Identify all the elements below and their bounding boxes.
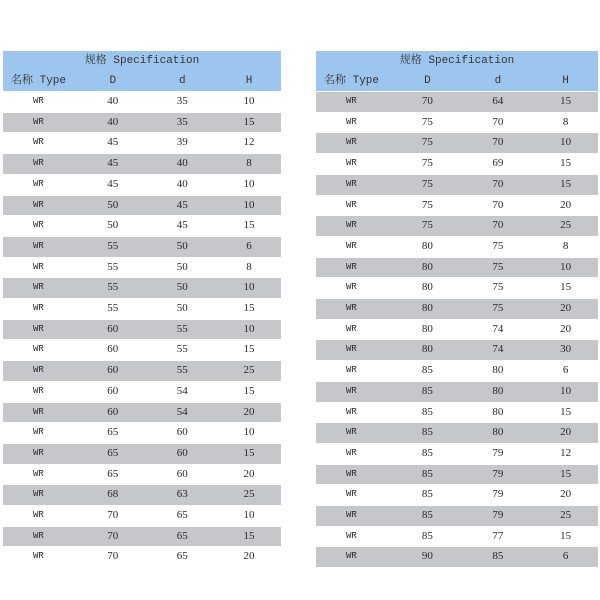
cell-inner-diameter: 75 bbox=[463, 299, 534, 320]
table-row bbox=[316, 547, 598, 567]
cell-inner-diameter: 75 bbox=[463, 278, 534, 299]
cell-type: WR bbox=[316, 174, 392, 195]
column-header-height: H bbox=[533, 71, 598, 92]
cell-type: WR bbox=[316, 92, 392, 113]
cell-outer-diameter: 80 bbox=[392, 257, 463, 278]
cell-inner-diameter: 74 bbox=[463, 319, 534, 340]
cell-outer-diameter: 60 bbox=[78, 319, 148, 340]
table-row bbox=[316, 278, 598, 299]
cell-inner-diameter: 75 bbox=[463, 236, 534, 257]
cell-type: WR bbox=[3, 299, 78, 320]
cell-height: 8 bbox=[533, 236, 598, 257]
table-row bbox=[316, 319, 598, 340]
cell-type: WR bbox=[3, 257, 78, 278]
cell-inner-diameter: 50 bbox=[148, 236, 218, 257]
cell-type: WR bbox=[316, 361, 392, 382]
cell-type: WR bbox=[3, 506, 78, 527]
table-row bbox=[3, 257, 281, 278]
cell-type: WR bbox=[3, 319, 78, 340]
cell-height: 15 bbox=[217, 526, 281, 547]
table-row bbox=[3, 299, 281, 320]
table-row bbox=[3, 236, 281, 257]
cell-inner-diameter: 50 bbox=[148, 257, 218, 278]
cell-inner-diameter: 40 bbox=[148, 174, 218, 195]
table-row bbox=[3, 216, 281, 237]
table-row bbox=[3, 278, 281, 299]
cell-type: WR bbox=[316, 216, 392, 237]
cell-height: 20 bbox=[217, 464, 281, 485]
cell-height: 15 bbox=[533, 174, 598, 195]
cell-outer-diameter: 55 bbox=[78, 236, 148, 257]
cell-inner-diameter: 60 bbox=[148, 443, 218, 464]
cell-outer-diameter: 80 bbox=[392, 319, 463, 340]
cell-inner-diameter: 70 bbox=[463, 174, 534, 195]
cell-outer-diameter: 65 bbox=[78, 443, 148, 464]
cell-type: WR bbox=[3, 381, 78, 402]
cell-height: 15 bbox=[217, 443, 281, 464]
cell-height: 10 bbox=[533, 133, 598, 154]
table-row bbox=[316, 174, 598, 195]
column-header-inner-diameter: d bbox=[463, 71, 534, 92]
cell-type: WR bbox=[3, 340, 78, 361]
table-row bbox=[3, 154, 281, 175]
cell-height: 25 bbox=[217, 485, 281, 506]
table-row bbox=[316, 257, 598, 278]
cell-inner-diameter: 40 bbox=[148, 154, 218, 175]
table-row bbox=[316, 381, 598, 402]
cell-outer-diameter: 55 bbox=[78, 299, 148, 320]
cell-outer-diameter: 85 bbox=[392, 464, 463, 485]
cell-outer-diameter: 80 bbox=[392, 340, 463, 361]
cell-height: 25 bbox=[533, 216, 598, 237]
column-header-height: H bbox=[217, 71, 281, 92]
cell-inner-diameter: 35 bbox=[148, 92, 218, 113]
table-row bbox=[316, 485, 598, 506]
table-body bbox=[3, 92, 281, 568]
cell-height: 25 bbox=[533, 506, 598, 527]
cell-outer-diameter: 75 bbox=[392, 216, 463, 237]
cell-outer-diameter: 60 bbox=[78, 381, 148, 402]
table-row bbox=[316, 112, 598, 133]
cell-outer-diameter: 85 bbox=[392, 402, 463, 423]
column-header-inner-diameter: d bbox=[148, 71, 218, 92]
table-title: 规格 Specification bbox=[316, 51, 598, 71]
cell-type: WR bbox=[316, 195, 392, 216]
table-row bbox=[3, 195, 281, 216]
table-row bbox=[316, 506, 598, 527]
cell-height: 20 bbox=[217, 402, 281, 423]
cell-inner-diameter: 79 bbox=[463, 506, 534, 527]
cell-type: WR bbox=[316, 236, 392, 257]
cell-inner-diameter: 77 bbox=[463, 526, 534, 547]
cell-type: WR bbox=[3, 112, 78, 133]
cell-height: 10 bbox=[533, 257, 598, 278]
table-row bbox=[316, 464, 598, 485]
cell-outer-diameter: 85 bbox=[392, 443, 463, 464]
table-row bbox=[316, 299, 598, 320]
cell-outer-diameter: 40 bbox=[78, 112, 148, 133]
cell-type: WR bbox=[3, 278, 78, 299]
cell-outer-diameter: 80 bbox=[392, 299, 463, 320]
cell-height: 10 bbox=[217, 423, 281, 444]
table-row bbox=[3, 464, 281, 485]
cell-height: 20 bbox=[533, 423, 598, 444]
cell-outer-diameter: 90 bbox=[392, 547, 463, 567]
cell-type: WR bbox=[3, 526, 78, 547]
cell-outer-diameter: 45 bbox=[78, 154, 148, 175]
table-row bbox=[316, 133, 598, 154]
cell-inner-diameter: 79 bbox=[463, 485, 534, 506]
cell-inner-diameter: 79 bbox=[463, 464, 534, 485]
cell-height: 12 bbox=[217, 133, 281, 154]
cell-height: 15 bbox=[533, 526, 598, 547]
cell-type: WR bbox=[316, 319, 392, 340]
table-row bbox=[3, 361, 281, 382]
cell-inner-diameter: 60 bbox=[148, 423, 218, 444]
cell-inner-diameter: 65 bbox=[148, 547, 218, 567]
cell-height: 15 bbox=[217, 381, 281, 402]
cell-type: WR bbox=[3, 402, 78, 423]
cell-outer-diameter: 60 bbox=[78, 361, 148, 382]
table-row bbox=[3, 174, 281, 195]
cell-outer-diameter: 50 bbox=[78, 195, 148, 216]
table-row bbox=[3, 340, 281, 361]
table-row bbox=[316, 195, 598, 216]
cell-inner-diameter: 70 bbox=[463, 195, 534, 216]
column-header-outer-diameter: D bbox=[392, 71, 463, 92]
cell-inner-diameter: 80 bbox=[463, 381, 534, 402]
table-row bbox=[3, 112, 281, 133]
cell-type: WR bbox=[3, 464, 78, 485]
cell-outer-diameter: 70 bbox=[78, 526, 148, 547]
cell-outer-diameter: 65 bbox=[78, 423, 148, 444]
table-row bbox=[316, 236, 598, 257]
table-row bbox=[3, 92, 281, 113]
cell-inner-diameter: 65 bbox=[148, 506, 218, 527]
table-row bbox=[316, 423, 598, 444]
cell-height: 20 bbox=[217, 547, 281, 567]
table-body bbox=[316, 92, 598, 568]
cell-height: 10 bbox=[217, 92, 281, 113]
cell-outer-diameter: 70 bbox=[392, 92, 463, 113]
cell-inner-diameter: 65 bbox=[148, 526, 218, 547]
cell-type: WR bbox=[316, 464, 392, 485]
cell-height: 6 bbox=[533, 547, 598, 567]
cell-height: 30 bbox=[533, 340, 598, 361]
cell-inner-diameter: 45 bbox=[148, 195, 218, 216]
cell-inner-diameter: 70 bbox=[463, 112, 534, 133]
cell-inner-diameter: 74 bbox=[463, 340, 534, 361]
cell-outer-diameter: 70 bbox=[78, 547, 148, 567]
table-row bbox=[3, 443, 281, 464]
cell-height: 8 bbox=[217, 154, 281, 175]
cell-type: WR bbox=[316, 112, 392, 133]
cell-type: WR bbox=[316, 340, 392, 361]
cell-height: 20 bbox=[533, 319, 598, 340]
cell-type: WR bbox=[316, 547, 392, 567]
cell-height: 10 bbox=[533, 381, 598, 402]
cell-height: 15 bbox=[217, 340, 281, 361]
cell-type: WR bbox=[3, 361, 78, 382]
cell-type: WR bbox=[3, 174, 78, 195]
cell-outer-diameter: 75 bbox=[392, 174, 463, 195]
cell-outer-diameter: 85 bbox=[392, 361, 463, 382]
table-row bbox=[316, 216, 598, 237]
cell-outer-diameter: 85 bbox=[392, 381, 463, 402]
cell-height: 10 bbox=[217, 195, 281, 216]
cell-height: 8 bbox=[217, 257, 281, 278]
cell-type: WR bbox=[3, 485, 78, 506]
cell-inner-diameter: 39 bbox=[148, 133, 218, 154]
cell-outer-diameter: 45 bbox=[78, 133, 148, 154]
cell-type: WR bbox=[3, 195, 78, 216]
cell-height: 20 bbox=[533, 195, 598, 216]
cell-outer-diameter: 45 bbox=[78, 174, 148, 195]
cell-inner-diameter: 54 bbox=[148, 381, 218, 402]
cell-type: WR bbox=[316, 381, 392, 402]
cell-type: WR bbox=[3, 92, 78, 113]
cell-outer-diameter: 65 bbox=[78, 464, 148, 485]
cell-outer-diameter: 68 bbox=[78, 485, 148, 506]
table-row bbox=[3, 547, 281, 567]
cell-type: WR bbox=[3, 547, 78, 567]
table-row bbox=[3, 526, 281, 547]
cell-type: WR bbox=[316, 154, 392, 175]
table-row bbox=[3, 319, 281, 340]
table-row bbox=[316, 443, 598, 464]
cell-inner-diameter: 55 bbox=[148, 340, 218, 361]
cell-outer-diameter: 55 bbox=[78, 278, 148, 299]
cell-height: 15 bbox=[533, 92, 598, 113]
cell-outer-diameter: 60 bbox=[78, 402, 148, 423]
cell-outer-diameter: 75 bbox=[392, 112, 463, 133]
cell-inner-diameter: 60 bbox=[148, 464, 218, 485]
table-row bbox=[316, 154, 598, 175]
column-header-type: 名称 Type bbox=[316, 71, 392, 92]
cell-outer-diameter: 50 bbox=[78, 216, 148, 237]
cell-outer-diameter: 85 bbox=[392, 423, 463, 444]
cell-height: 15 bbox=[217, 216, 281, 237]
cell-type: WR bbox=[3, 423, 78, 444]
cell-inner-diameter: 55 bbox=[148, 361, 218, 382]
table-row bbox=[3, 485, 281, 506]
table-row bbox=[3, 506, 281, 527]
cell-height: 10 bbox=[217, 278, 281, 299]
table-row bbox=[316, 402, 598, 423]
cell-height: 6 bbox=[217, 236, 281, 257]
cell-height: 15 bbox=[533, 402, 598, 423]
cell-outer-diameter: 75 bbox=[392, 133, 463, 154]
cell-type: WR bbox=[3, 443, 78, 464]
cell-inner-diameter: 69 bbox=[463, 154, 534, 175]
cell-type: WR bbox=[316, 257, 392, 278]
cell-inner-diameter: 70 bbox=[463, 216, 534, 237]
cell-height: 20 bbox=[533, 485, 598, 506]
table-row bbox=[3, 381, 281, 402]
cell-type: WR bbox=[316, 485, 392, 506]
cell-height: 15 bbox=[217, 299, 281, 320]
cell-height: 20 bbox=[533, 299, 598, 320]
cell-type: WR bbox=[316, 278, 392, 299]
cell-inner-diameter: 80 bbox=[463, 423, 534, 444]
cell-inner-diameter: 54 bbox=[148, 402, 218, 423]
cell-type: WR bbox=[3, 216, 78, 237]
cell-outer-diameter: 70 bbox=[78, 506, 148, 527]
cell-outer-diameter: 85 bbox=[392, 526, 463, 547]
cell-type: WR bbox=[316, 526, 392, 547]
cell-type: WR bbox=[3, 133, 78, 154]
cell-height: 8 bbox=[533, 112, 598, 133]
cell-height: 12 bbox=[533, 443, 598, 464]
column-header-type: 名称 Type bbox=[3, 71, 78, 92]
cell-outer-diameter: 80 bbox=[392, 236, 463, 257]
cell-height: 6 bbox=[533, 361, 598, 382]
cell-type: WR bbox=[316, 423, 392, 444]
cell-type: WR bbox=[316, 133, 392, 154]
cell-inner-diameter: 80 bbox=[463, 402, 534, 423]
cell-outer-diameter: 85 bbox=[392, 506, 463, 527]
spec-table-left bbox=[3, 51, 281, 567]
cell-inner-diameter: 55 bbox=[148, 319, 218, 340]
cell-height: 10 bbox=[217, 506, 281, 527]
cell-type: WR bbox=[316, 299, 392, 320]
cell-height: 10 bbox=[217, 174, 281, 195]
table-row bbox=[3, 133, 281, 154]
cell-outer-diameter: 60 bbox=[78, 340, 148, 361]
table-row bbox=[316, 361, 598, 382]
cell-height: 25 bbox=[217, 361, 281, 382]
table-row bbox=[3, 402, 281, 423]
cell-outer-diameter: 80 bbox=[392, 278, 463, 299]
column-header-outer-diameter: D bbox=[78, 71, 148, 92]
table-title: 规格 Specification bbox=[3, 51, 281, 71]
cell-height: 15 bbox=[533, 278, 598, 299]
cell-outer-diameter: 40 bbox=[78, 92, 148, 113]
cell-height: 10 bbox=[217, 319, 281, 340]
cell-outer-diameter: 75 bbox=[392, 195, 463, 216]
cell-inner-diameter: 63 bbox=[148, 485, 218, 506]
cell-inner-diameter: 50 bbox=[148, 299, 218, 320]
cell-outer-diameter: 85 bbox=[392, 485, 463, 506]
cell-outer-diameter: 55 bbox=[78, 257, 148, 278]
cell-inner-diameter: 85 bbox=[463, 547, 534, 567]
cell-height: 15 bbox=[217, 112, 281, 133]
cell-type: WR bbox=[316, 402, 392, 423]
cell-inner-diameter: 64 bbox=[463, 92, 534, 113]
cell-inner-diameter: 75 bbox=[463, 257, 534, 278]
cell-inner-diameter: 79 bbox=[463, 443, 534, 464]
table-row bbox=[316, 526, 598, 547]
cell-height: 15 bbox=[533, 154, 598, 175]
cell-inner-diameter: 50 bbox=[148, 278, 218, 299]
table-row bbox=[3, 423, 281, 444]
cell-inner-diameter: 70 bbox=[463, 133, 534, 154]
cell-inner-diameter: 45 bbox=[148, 216, 218, 237]
cell-type: WR bbox=[316, 443, 392, 464]
cell-type: WR bbox=[3, 236, 78, 257]
cell-outer-diameter: 75 bbox=[392, 154, 463, 175]
table-row bbox=[316, 340, 598, 361]
cell-height: 15 bbox=[533, 464, 598, 485]
spec-table-right bbox=[316, 51, 598, 567]
cell-type: WR bbox=[3, 154, 78, 175]
cell-type: WR bbox=[316, 506, 392, 527]
cell-inner-diameter: 35 bbox=[148, 112, 218, 133]
cell-inner-diameter: 80 bbox=[463, 361, 534, 382]
table-row bbox=[316, 92, 598, 113]
